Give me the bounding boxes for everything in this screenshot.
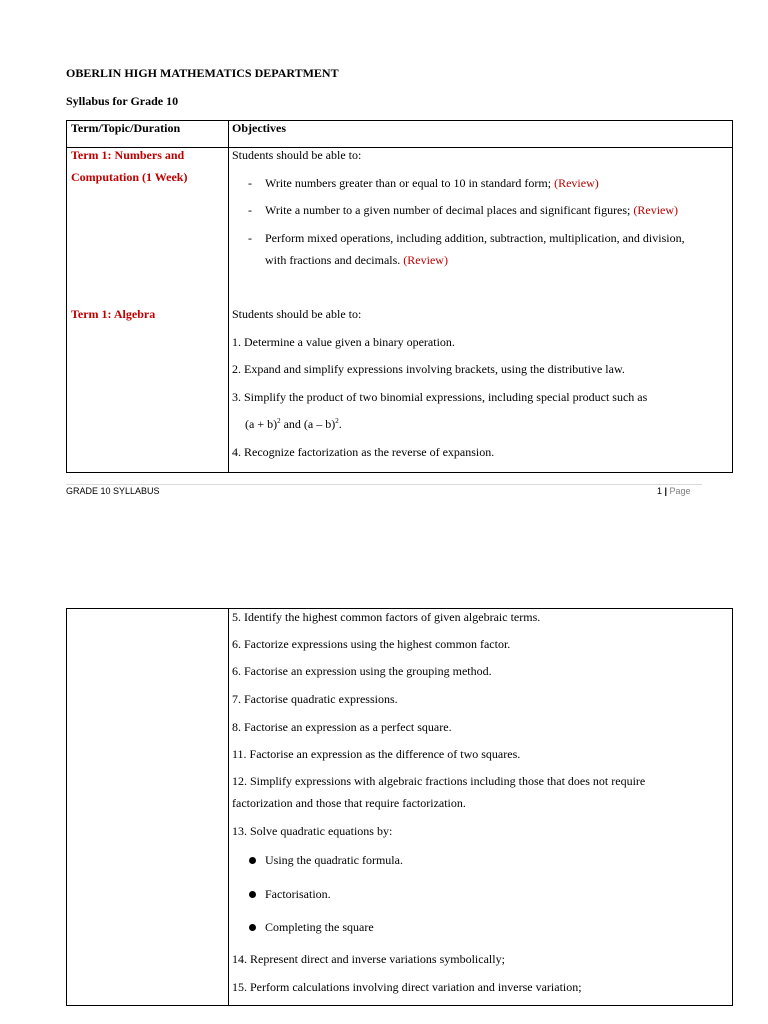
objective-binary-operation: 1. Determine a value given a binary operation. [232,335,455,349]
column-divider [228,609,229,1005]
dash-marker: - [248,203,252,217]
dash-marker: - [248,231,252,245]
footer-rule [66,484,702,485]
objective-hcf-terms: 5. Identify the highest common factors of given algebraic terms. [232,610,541,624]
bullet-icon [249,891,256,898]
department-title: OBERLIN HIGH MATHEMATICS DEPARTMENT [66,66,339,80]
objective-expand-simplify: 2. Expand and simplify expressions involving brackets, using the distributive law. [232,362,625,376]
review-tag: (Review) [403,253,448,267]
objective-represent-variations: 14. Represent direct and inverse variations symbolically; [232,952,505,966]
objective-standard-form: Write numbers greater than or equal to 10 in standard form; (Review) [265,176,599,190]
review-tag: (Review) [633,203,679,217]
review-tag: (Review) [554,176,599,190]
topic-numbers-line1: Term 1: Numbers and [71,148,185,162]
objective-algebraic-fractions: 12. Simplify expressions with algebraic fractions including those that does not require [232,774,646,788]
objective-mixed-operations: Perform mixed operations, including addition, subtraction, multiplication, and division, [265,231,685,245]
topic-numbers-line2: Computation (1 Week) [71,170,188,184]
objective-grouping: 6. Factorise an expression using the grouping method. [232,664,492,678]
footer-page-number: 1 | Page [657,486,691,496]
method-completing-square: Completing the square [265,920,374,934]
column-divider [228,121,229,472]
section2-intro: Students should be able to: [232,307,362,321]
objective-factorization-reverse: 4. Recognize factorization as the reverse of expansion. [232,445,495,459]
section1-intro: Students should be able to: [232,148,362,162]
topic-algebra: Term 1: Algebra [71,307,156,321]
footer-document-title: GRADE 10 SYLLABUS [66,486,160,496]
bullet-icon [249,924,256,931]
objective-quadratic: 7. Factorise quadratic expressions. [232,692,398,706]
objective-perfect-square: 8. Factorise an expression as a perfect square. [232,720,452,734]
bullet-icon [249,857,256,864]
objective-decimal-places: Write a number to a given number of decimal places and significant figures; (Review) [265,203,679,217]
objective-algebraic-fractions-cont: factorization and those that require factorization. [232,796,466,810]
column-header-term: Term/Topic/Duration [71,121,181,135]
method-factorisation: Factorisation. [265,887,331,901]
objective-binomial-product: 3. Simplify the product of two binomial expressions, including special product such as [232,390,648,404]
syllabus-title: Syllabus for Grade 10 [66,94,179,108]
objective-difference-squares: 11. Factorise an expression as the difference of two squares. [232,747,521,761]
dash-marker: - [248,176,252,190]
objective-mixed-operations-cont: with fractions and decimals. (Review) [265,253,448,267]
objective-factorize-hcf: 6. Factorize expressions using the highest common factor. [232,637,511,651]
objective-calculate-variations: 15. Perform calculations involving direct variation and inverse variation; [232,980,582,994]
column-header-objectives: Objectives [232,121,286,135]
objective-solve-quadratic: 13. Solve quadratic equations by: [232,824,393,838]
special-product-formula: $(a + b)^2$ and (a – b)$^2$. [245,417,342,431]
method-quadratic-formula: Using the quadratic formula. [265,853,403,867]
